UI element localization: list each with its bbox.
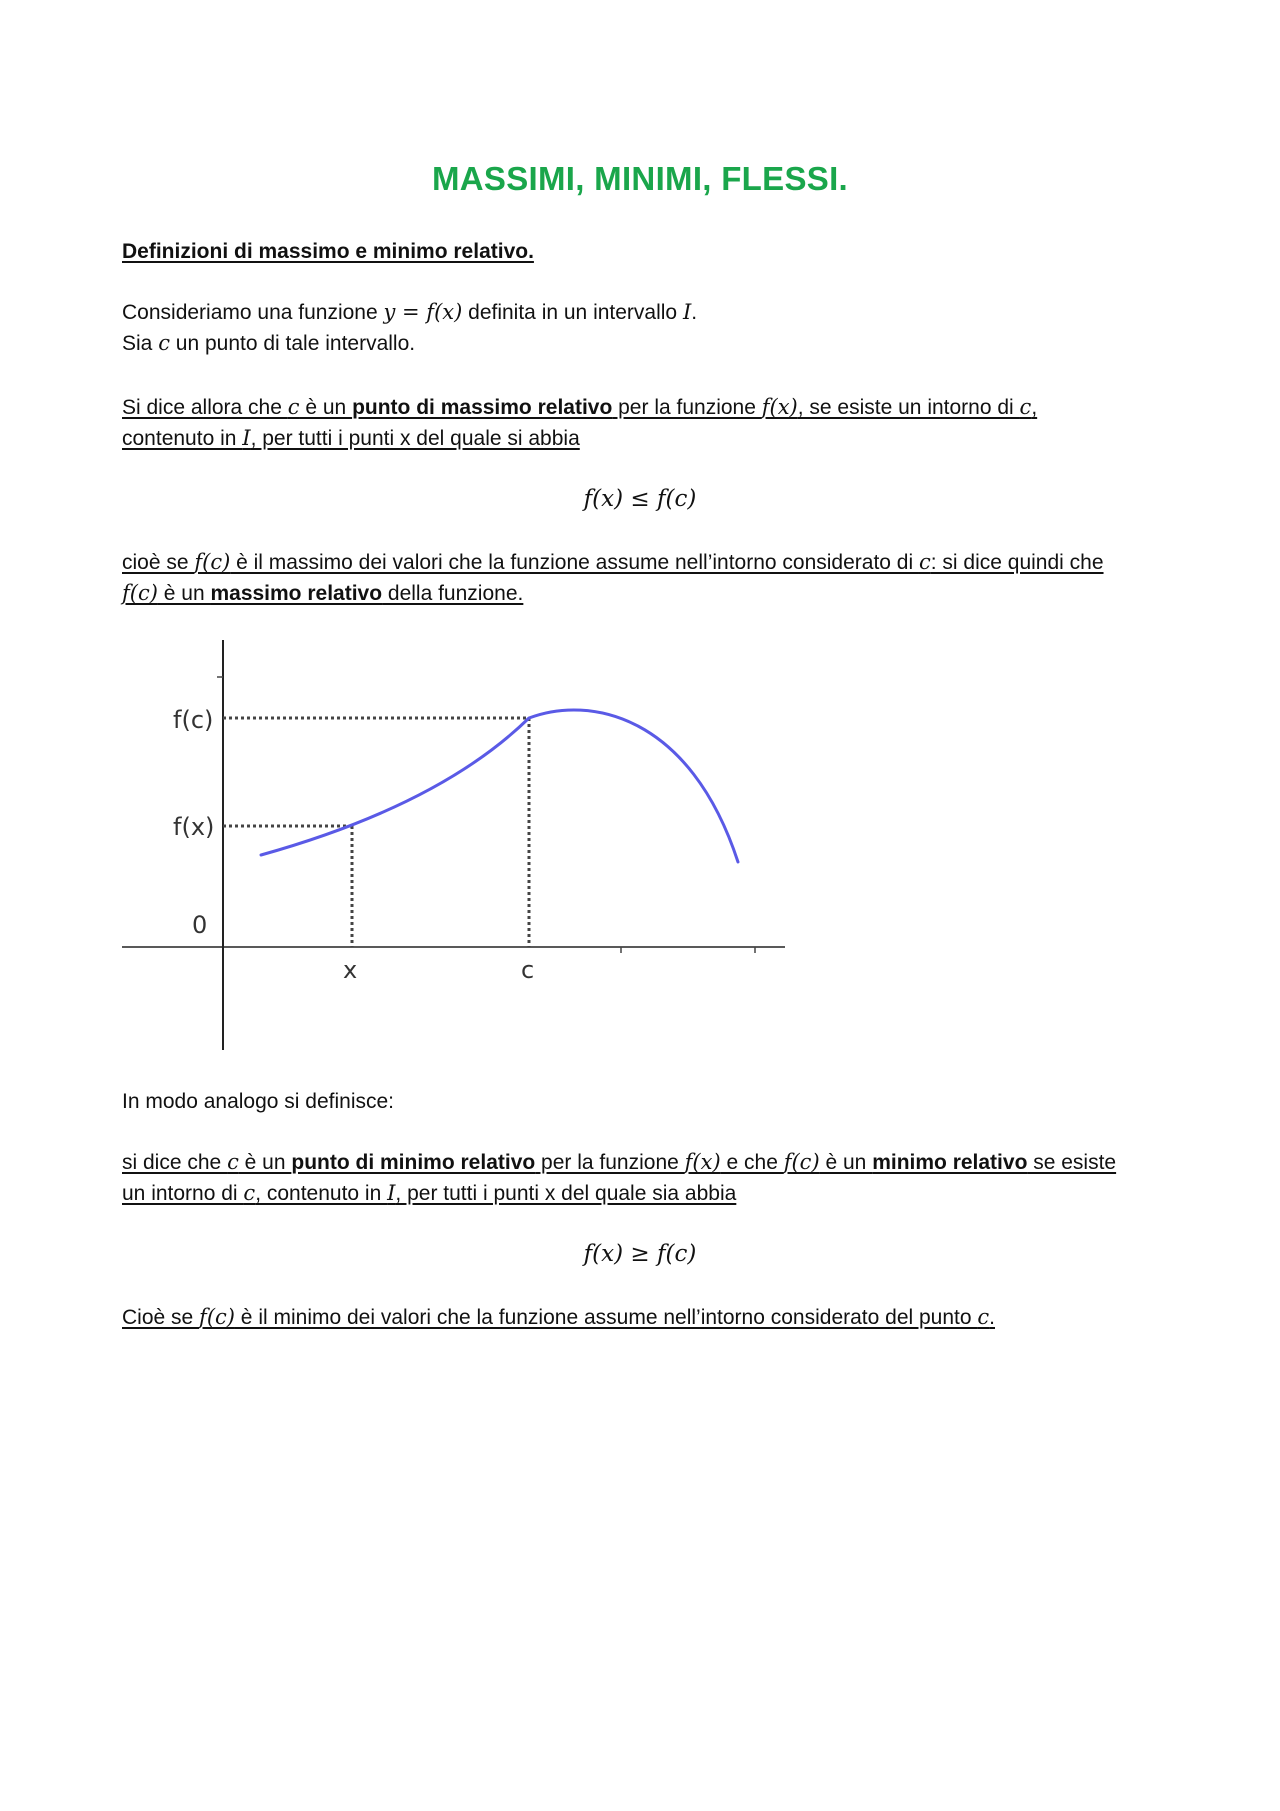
x-label-x: x <box>343 956 358 984</box>
formula-max: f(x) ≤ f(c) <box>583 486 697 512</box>
function-curve <box>261 710 738 862</box>
page-title: MASSIMI, MINIMI, FLESSI. <box>431 160 849 197</box>
formula-min: f(x) ≥ f(c) <box>583 1241 697 1267</box>
y-label-fx: f(x) <box>173 813 215 841</box>
intro-paragraph: Consideriamo una funzione y = f(x) definita in un intervallo I. Sia c un punto di tale intervallo. <box>122 300 698 355</box>
analog-intro: In modo analogo si definisce: <box>122 1090 395 1113</box>
max-definition: Si dice allora che c è un punto di massimo relativo per la funzione f(x), se esiste un intorno di c, contenuto in I, per tutti i punti x del quale si abbia <box>122 395 1038 450</box>
max-relative-graph <box>110 635 790 1055</box>
y-label-fc: f(c) <box>173 706 214 734</box>
max-explanation: cioè se f(c) è il massimo dei valori che la funzione assume nell’intorno considerato di c: si dice quindi che f(c) è un massimo relativo della funzione. <box>122 550 1104 605</box>
section-heading: Definizioni di massimo e minimo relativo. <box>122 240 534 263</box>
min-definition: si dice che c è un punto di minimo relativo per la funzione f(x) e che f(c) è un minimo relativo se esiste un intorno di c, contenuto in I, per tutti i punti x del quale sia abbia <box>122 1150 1117 1205</box>
x-label-c: c <box>521 956 535 984</box>
min-explanation: Cioè se f(c) è il minimo dei valori che la funzione assume nell’intorno considerato del punto c. <box>122 1305 995 1329</box>
y-label-zero: 0 <box>192 911 208 939</box>
